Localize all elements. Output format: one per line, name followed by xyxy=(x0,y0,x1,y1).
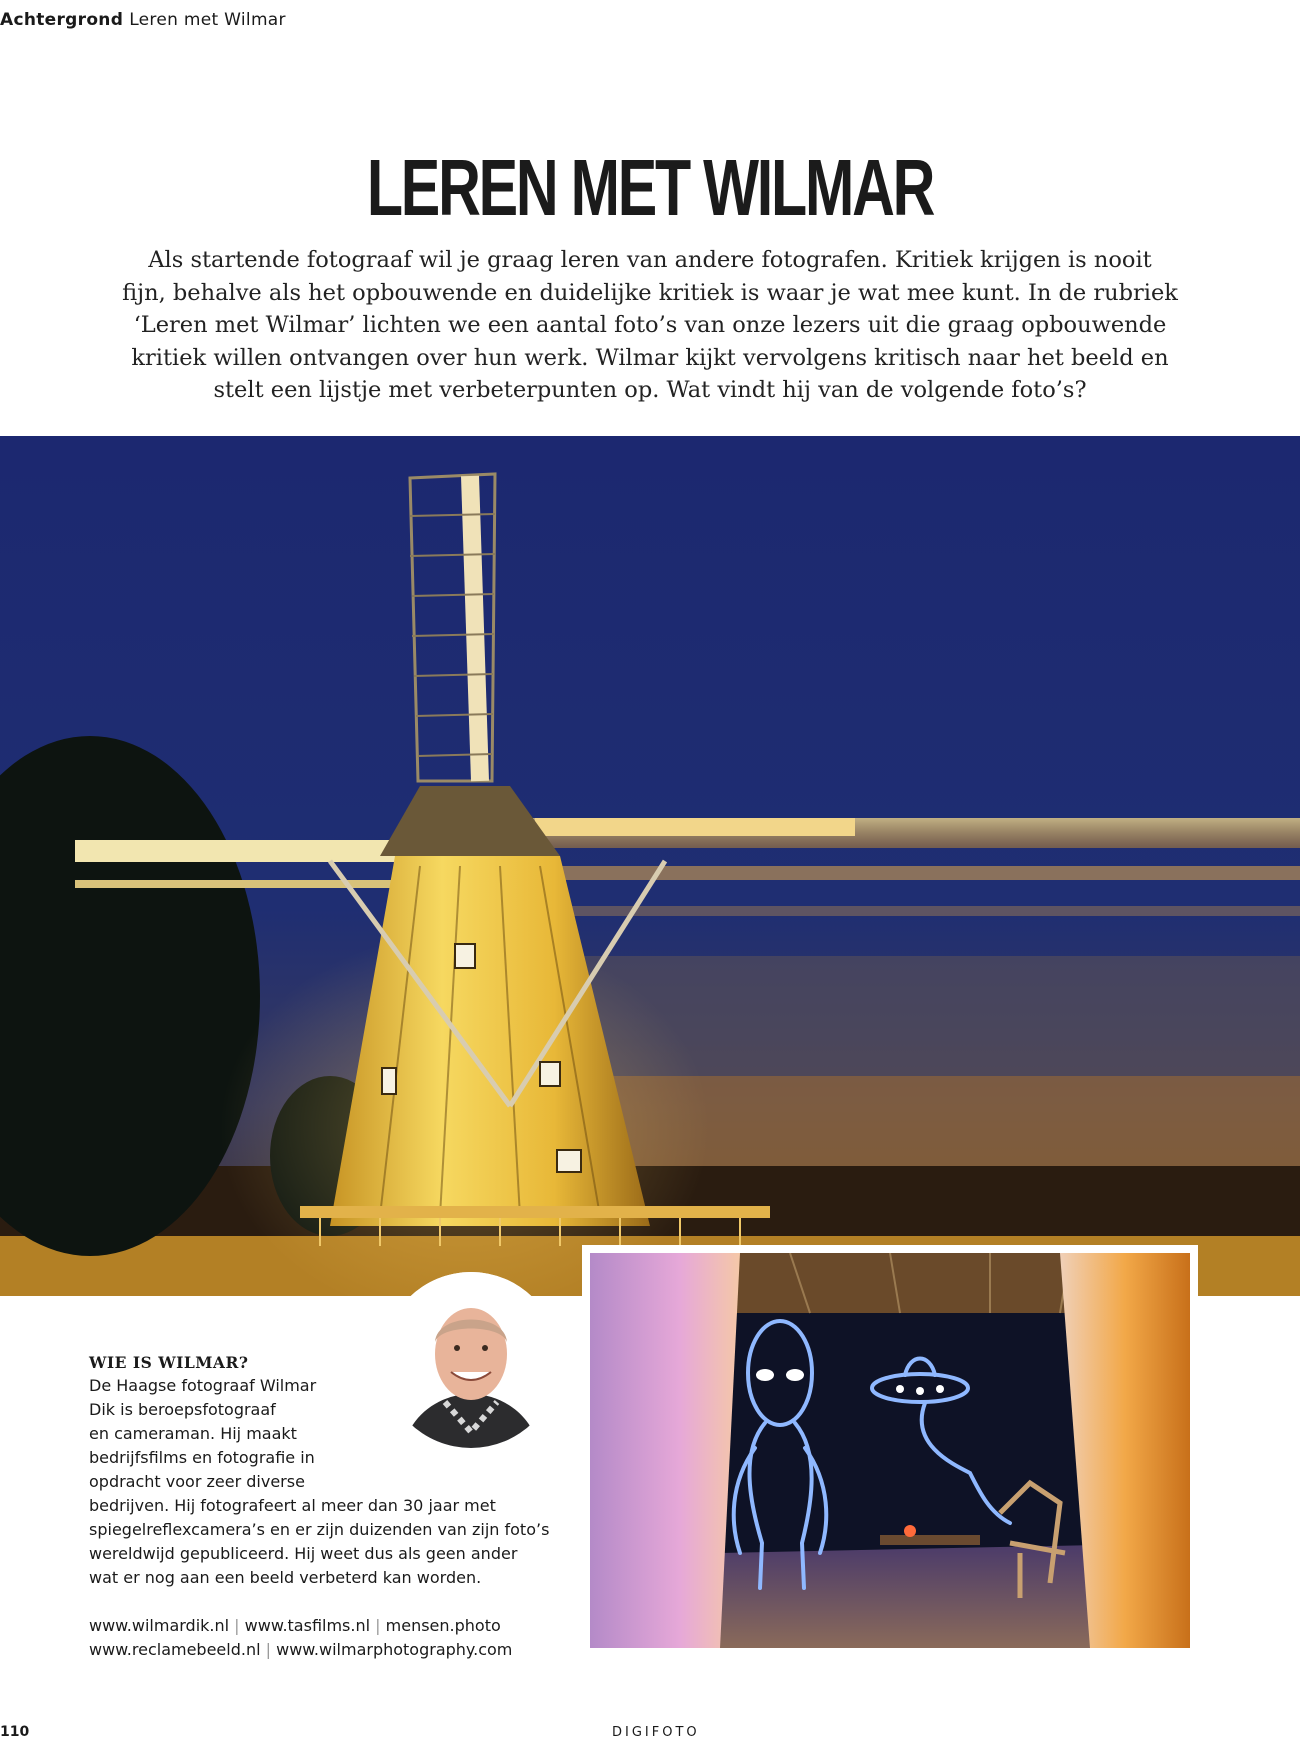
sidebar-body-narrow xyxy=(89,1374,339,1494)
windmill-photo xyxy=(0,436,1300,1296)
intro-line: Als startende fotograaf wil je graag leren van andere fotografen. Kritiek krijgen is nooit xyxy=(148,247,1152,273)
intro-line: stelt een lijstje met verbeterpunten op. Wat vindt hij van de volgende foto’s? xyxy=(213,377,1087,403)
sidebar-line: bedrijven. Hij fotografeert al meer dan 30 jaar met xyxy=(89,1496,496,1515)
intro-line: ‘Leren met Wilmar’ lichten we een aantal foto’s van onze lezers uit die graag opbouwende xyxy=(133,312,1167,338)
article-intro xyxy=(88,244,1212,407)
link-wilmarphotography[interactable]: www.wilmarphotography.com xyxy=(276,1640,513,1659)
link-mensen-photo[interactable]: mensen.photo xyxy=(385,1616,501,1635)
links-row xyxy=(89,1638,559,1662)
sidebar-line: en cameraman. Hij maakt xyxy=(89,1424,297,1443)
intro-line: fijn, behalve als het opbouwende en duidelijke kritiek is waar je wat mee kunt. In de rubriek xyxy=(122,279,1178,306)
link-separator: | xyxy=(375,1616,381,1635)
link-wilmardik[interactable]: www.wilmardik.nl xyxy=(89,1616,230,1635)
sidebar-line: bedrijfsfilms en fotografie in xyxy=(89,1448,315,1467)
sidebar-line: opdracht voor zeer diverse xyxy=(89,1472,305,1491)
sidebar-line: wereldwijd gepubliceerd. Hij weet dus als geen ander xyxy=(89,1544,518,1563)
sidebar-links xyxy=(89,1614,559,1662)
sidebar-heading: WIE IS WILMAR? xyxy=(89,1353,249,1372)
light-painting-photo xyxy=(582,1245,1198,1656)
sidebar-body-wide xyxy=(89,1494,559,1590)
article-title: LEREN MET WILMAR xyxy=(366,143,934,232)
sidebar-who-is-wilmar xyxy=(89,1352,559,1662)
sidebar-line: Dik is beroepsfotograaf xyxy=(89,1400,276,1419)
link-tasfilms[interactable]: www.tasfilms.nl xyxy=(244,1616,371,1635)
running-head xyxy=(0,10,286,30)
page-number: 110 xyxy=(0,1724,30,1740)
links-row xyxy=(89,1614,559,1638)
sidebar-line: De Haagse fotograaf Wilmar xyxy=(89,1376,317,1395)
sidebar-line: wat er nog aan een beeld verbeterd kan worden. xyxy=(89,1568,482,1587)
link-separator: | xyxy=(234,1616,240,1635)
intro-line: kritiek willen ontvangen over hun werk. Wilmar kijkt vervolgens kritisch naar het beeld en xyxy=(131,344,1169,371)
link-reclamebeeld[interactable]: www.reclamebeeld.nl xyxy=(89,1640,261,1659)
magazine-name: DIGIFOTO xyxy=(612,1725,700,1740)
topic-label: Leren met Wilmar xyxy=(129,10,286,30)
link-separator: | xyxy=(265,1640,272,1659)
section-label: Achtergrond xyxy=(0,10,124,30)
sidebar-line: spiegelreflexcamera’s en er zijn duizenden van zijn foto’s xyxy=(89,1520,550,1539)
